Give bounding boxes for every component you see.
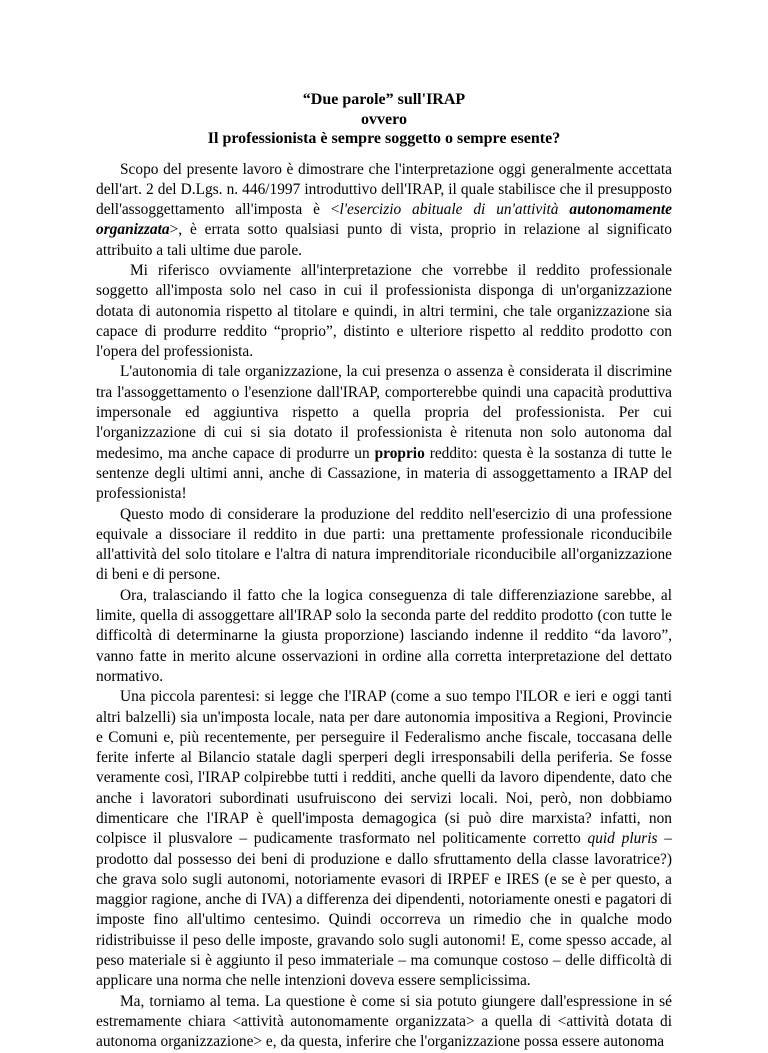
paragraph-6 xyxy=(96,687,672,991)
paragraph-1 xyxy=(96,160,672,261)
document-page xyxy=(96,90,672,1053)
document-title xyxy=(96,90,672,149)
paragraph-6-text-c: – prodotto dal possesso dei beni di produzione e dallo sfruttamento della classe lavoratrice?) che grava solo sugli autonomi, notoriamente evasori di IRPEF e IRES (e se è per questo, a maggior ragione, anche di IVA) a differenza dei dipendenti, notoriamente onesti e pagatori di imposte fino all'ultimo centesimo. Quindi occorreva un rimedio che in qualche modo ridistribuisse il peso delle imposte, gravando solo sugli autonomi! E, come spesso accade, al peso materiale si è aggiunto il peso immateriale – ma comunque costoso – delle difficoltà di applicare una norma che nelle intenzioni doveva essere semplicissima. xyxy=(96,830,673,990)
title-line-1: “Due parole” sull'IRAP xyxy=(302,91,466,108)
title-line-3: Il professionista è sempre soggetto o sempre esente? xyxy=(207,130,561,147)
paragraph-3-text-c: reddito: questa è la sostanza di tutte le sentenze degli ultimi anni, anche di Cassazione, in materia di assoggettamento a IRAP del professionista! xyxy=(96,444,672,503)
paragraph-5: Ora, tralasciando il fatto che la logica conseguenza di tale differenziazione sarebbe, al limite, quella di assoggettare all'IRAP solo la seconda parte del reddito prodotto (con tutte le difficoltà di determinarne la giusta proporzione) lasciando indenne il reddito “da lavoro”, vanno fatte in merito alcune osservazioni in ordine alla corretta interpretazione del dettato normativo. xyxy=(96,586,672,685)
paragraph-4: Questo modo di considerare la produzione del reddito nell'esercizio di una professione equivale a dissociare il reddito in due parti: una prettamente professionale riconducibile all'attività del solo titolare e l'altra di natura imprenditoriale riconducibile all'organizzazione di beni e di persone. xyxy=(96,505,672,584)
paragraph-3-text-a: L'autonomia di tale organizzazione, la cui presenza o assenza è considerata il discrimine tra l'assoggettamento o l'esenzione dall'IRAP, comporterebbe quindi una capacità produttiva impersonale ed aggiuntiva rispetto a quella propria del professionista. Per cui l'organizzazione di cui si sia dotato il professionista è ritenuta non solo autonoma dal medesimo, ma anche capace di produrre un xyxy=(96,363,672,462)
paragraph-6-text-a: Una piccola parentesi: si legge che l'IRAP (come a suo tempo l'ILOR e ieri e oggi tanti altri balzelli) sia un'imposta locale, nata per dare autonomia impositiva a Regioni, Provincie e Comuni e, più recentemente, per perseguire il Federalismo anche fiscale, toccasana delle ferite inferte al Bilancio statale dagli sperperi degli irresponsabili della periferia. Se fosse veramente così, l'IRAP colpirebbe tutti i redditi, anche quelli da lavoro dipendente, dato che anche i lavoratori subordinati usufruiscono dei servizi locali. Noi, però, non dobbiamo dimenticare che l'IRAP è quell'imposta demagogica (si può dire marxista? infatti, non colpisce il plusvalore – pudicamente trasformato nel politicamente corretto xyxy=(96,688,672,848)
paragraph-3-bold: proprio xyxy=(374,444,425,462)
paragraph-6-italic: quid pluris xyxy=(587,830,658,848)
paragraph-1-text-d: >, è errata sotto qualsiasi punto di vista, proprio in relazione al significato attribuito a tali ultime due parole. xyxy=(96,221,672,259)
paragraph-7: Ma, torniamo al tema. La questione è come si sia potuto giungere dall'espressione in sé estremamente chiara <attività autonomamente organizzata> a quella di <attività dotata di autonoma organizzazione> e, da questa, inferire che l'organizzazione possa essere autonoma xyxy=(96,992,672,1051)
paragraph-2: Mi riferisco ovviamente all'interpretazione che vorrebbe il reddito professionale soggetto all'imposta solo nel caso in cui il professionista disponga di un'organizzazione dotata di autonomia rispetto al titolare e quindi, in altri termini, che tale organizzazione sia capace di produrre reddito “proprio”, distinto e ulteriore rispetto al reddito prodotto con l'opera del professionista. xyxy=(96,261,672,361)
paragraph-3 xyxy=(96,362,672,504)
paragraph-1-italic: l'esercizio abituale di un'attività xyxy=(339,201,570,219)
paragraph-1-bold-italic: autonomamente organizzata xyxy=(96,201,672,239)
paragraph-1-text-a: Scopo del presente lavoro è dimostrare che l'interpretazione oggi generalmente accettata dell'art. 2 del D.Lgs. n. 446/1997 introduttivo dell'IRAP, il quale stabilisce che il presupposto dell'assoggettamento all'imposta è < xyxy=(96,160,672,219)
title-line-2: ovvero xyxy=(361,110,407,128)
